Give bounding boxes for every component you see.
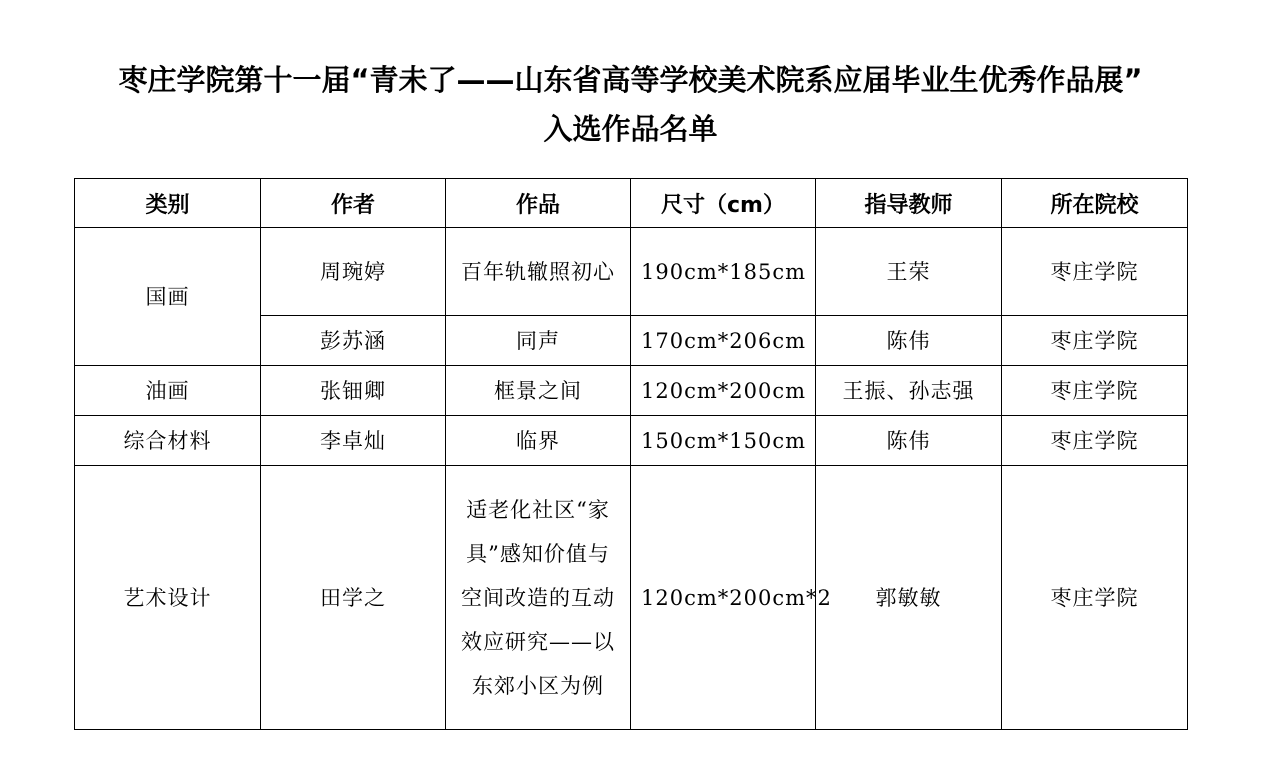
advisor-cell: 王荣 <box>816 228 1002 316</box>
category-cell: 油画 <box>75 366 261 416</box>
school-cell: 枣庄学院 <box>1002 316 1188 366</box>
author-cell: 李卓灿 <box>261 416 446 466</box>
size-cell: 170cm*206cm <box>631 316 816 366</box>
school-cell: 枣庄学院 <box>1002 366 1188 416</box>
size-cell: 120cm*200cm <box>631 366 816 416</box>
header-size: 尺寸（cm） <box>631 179 816 228</box>
work-cell: 同声 <box>446 316 631 366</box>
category-cell: 艺术设计 <box>75 466 261 730</box>
advisor-cell: 郭敏敏 <box>816 466 1002 730</box>
header-school: 所在院校 <box>1002 179 1188 228</box>
table-row <box>75 366 1188 416</box>
advisor-cell: 陈伟 <box>816 416 1002 466</box>
header-category: 类别 <box>75 179 261 228</box>
school-cell: 枣庄学院 <box>1002 466 1188 730</box>
advisor-cell: 王振、孙志强 <box>816 366 1002 416</box>
size-cell: 190cm*185cm <box>631 228 816 316</box>
advisor-cell: 陈伟 <box>816 316 1002 366</box>
author-cell: 张钿卿 <box>261 366 446 416</box>
size-cell: 120cm*200cm*2 <box>631 466 816 730</box>
document-title: 枣庄学院第十一届“青未了——山东省高等学校美术院系应届毕业生优秀作品展” <box>118 63 1143 97</box>
category-cell: 国画 <box>75 228 261 366</box>
work-cell: 百年轨辙照初心 <box>446 228 631 316</box>
table-row <box>75 228 1188 316</box>
document-subtitle: 入选作品名单 <box>543 112 718 146</box>
table-row <box>75 416 1188 466</box>
header-author: 作者 <box>261 179 446 228</box>
school-cell: 枣庄学院 <box>1002 416 1188 466</box>
author-cell: 周琬婷 <box>261 228 446 316</box>
table-row <box>75 466 1188 730</box>
header-work: 作品 <box>446 179 631 228</box>
work-cell: 适老化社区“家具”感知价值与空间改造的互动效应研究——以东郊小区为例 <box>446 466 631 730</box>
school-cell: 枣庄学院 <box>1002 228 1188 316</box>
work-cell: 临界 <box>446 416 631 466</box>
header-advisor: 指导教师 <box>816 179 1002 228</box>
selected-works-table <box>74 178 1188 730</box>
author-cell: 彭苏涵 <box>261 316 446 366</box>
author-cell: 田学之 <box>261 466 446 730</box>
size-cell: 150cm*150cm <box>631 416 816 466</box>
category-cell: 综合材料 <box>75 416 261 466</box>
work-cell: 框景之间 <box>446 366 631 416</box>
table-header-row <box>75 179 1188 228</box>
